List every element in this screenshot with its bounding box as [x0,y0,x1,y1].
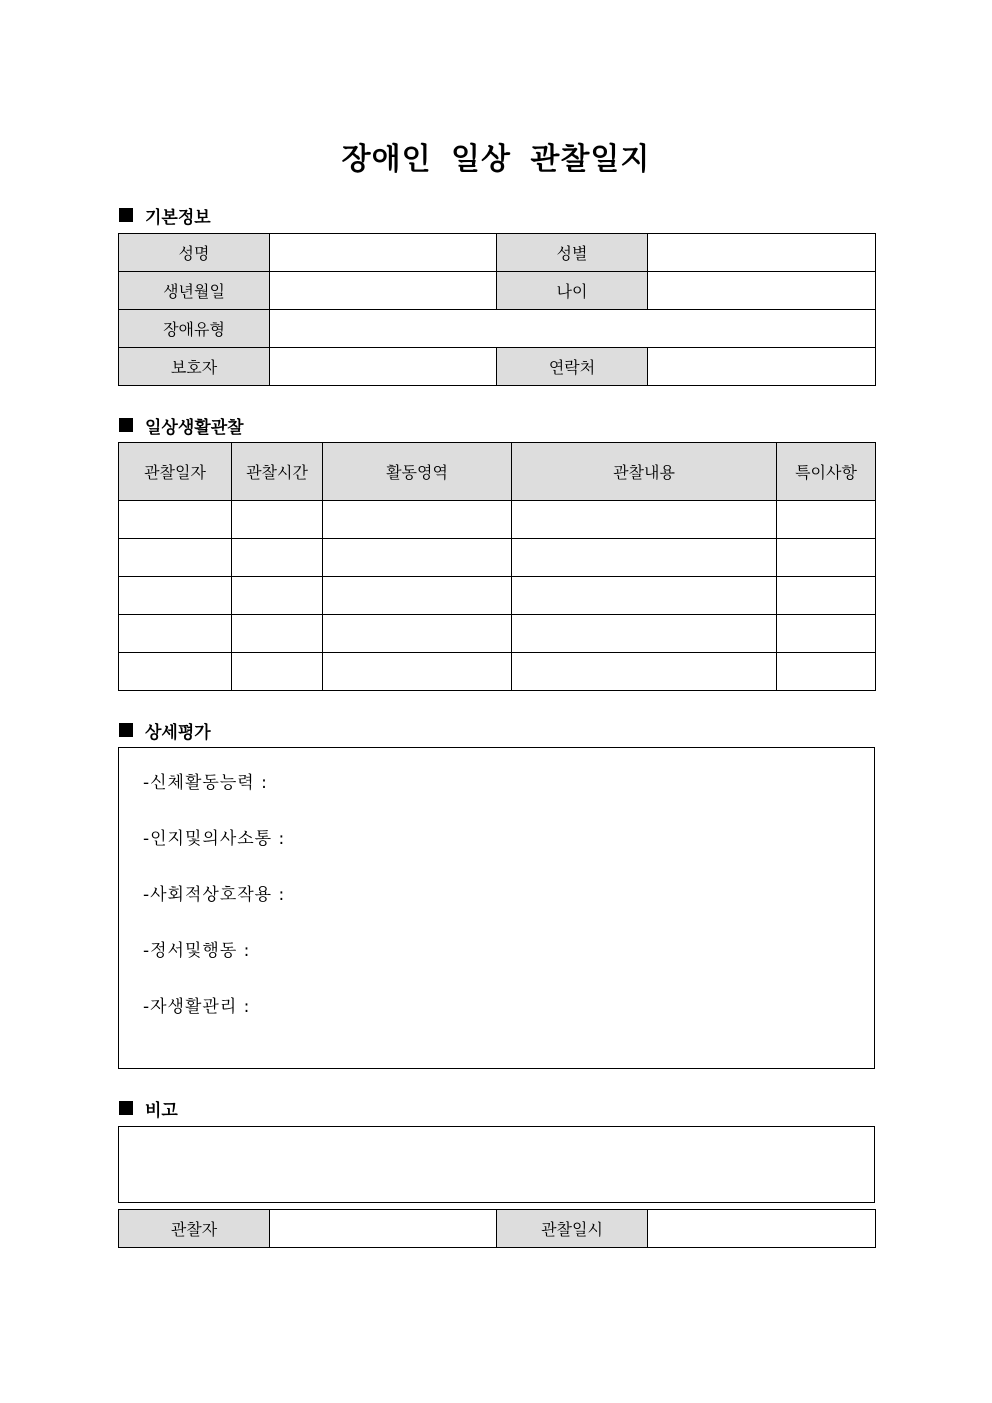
disability-type-label: 장애유형 [119,310,270,348]
birthdate-field[interactable] [270,272,497,310]
table-cell[interactable] [512,615,777,653]
header-observation-time: 관찰시간 [232,443,323,501]
gender-label: 성별 [497,234,648,272]
observer-table [118,1209,876,1248]
table-cell[interactable] [119,615,232,653]
page-title: 장애인 일상 관찰일지 [341,142,651,177]
square-bullet-icon [119,1101,133,1115]
section-heading-daily-label: 일상생활관찰 [145,417,244,438]
table-cell[interactable] [777,539,876,577]
contact-label: 연락처 [497,348,648,386]
table-cell[interactable] [232,615,323,653]
disability-type-field[interactable] [270,310,876,348]
header-activity-area: 활동영역 [323,443,512,501]
table-cell[interactable] [232,577,323,615]
table-row [119,653,876,691]
square-bullet-icon [119,723,133,737]
table-cell[interactable] [512,539,777,577]
table-cell[interactable] [777,501,876,539]
square-bullet-icon [119,208,133,222]
eval-physical-activity: -신체활동능력 : [143,773,268,793]
table-cell[interactable] [777,577,876,615]
basic-info-table [118,233,876,386]
table-row [119,539,876,577]
daily-observation-table [118,442,876,691]
table-cell[interactable] [777,653,876,691]
table-cell[interactable] [232,653,323,691]
table-cell[interactable] [119,539,232,577]
table-row [119,577,876,615]
table-cell[interactable] [512,653,777,691]
contact-field[interactable] [648,348,876,386]
section-heading-detail-label: 상세평가 [145,722,211,743]
birthdate-label: 생년월일 [119,272,270,310]
table-cell[interactable] [232,501,323,539]
eval-cognition-communication: -인지및의사소통 : [143,829,286,849]
observed-at-label: 관찰일시 [497,1210,648,1248]
age-label: 나이 [497,272,648,310]
guardian-field[interactable] [270,348,497,386]
table-cell[interactable] [119,577,232,615]
table-cell[interactable] [512,577,777,615]
section-heading-basic [119,203,211,227]
table-cell[interactable] [119,653,232,691]
name-field[interactable] [270,234,497,272]
table-cell[interactable] [323,653,512,691]
detail-evaluation-box[interactable] [118,747,875,1069]
guardian-label: 보호자 [119,348,270,386]
age-field[interactable] [648,272,876,310]
eval-social-interaction: -사회적상호작용 : [143,885,286,905]
name-label: 성명 [119,234,270,272]
header-observation-content: 관찰내용 [512,443,777,501]
remarks-box[interactable] [118,1126,875,1203]
section-heading-daily [119,413,244,437]
square-bullet-icon [119,418,133,432]
eval-self-care: -자생활관리 : [143,997,251,1017]
section-heading-basic-label: 기본정보 [145,207,211,228]
section-heading-remarks [119,1096,178,1120]
table-cell[interactable] [323,615,512,653]
table-cell[interactable] [323,577,512,615]
eval-emotion-behavior: -정서및행동 : [143,941,251,961]
section-heading-remarks-label: 비고 [145,1100,178,1121]
observer-field[interactable] [270,1210,497,1248]
header-special-notes: 특이사항 [777,443,876,501]
table-cell[interactable] [323,539,512,577]
observer-label: 관찰자 [119,1210,270,1248]
section-heading-detail [119,718,211,742]
table-cell[interactable] [323,501,512,539]
table-cell[interactable] [232,539,323,577]
header-observation-date: 관찰일자 [119,443,232,501]
observed-at-field[interactable] [648,1210,876,1248]
table-cell[interactable] [777,615,876,653]
table-row [119,501,876,539]
table-row [119,615,876,653]
table-cell[interactable] [119,501,232,539]
gender-field[interactable] [648,234,876,272]
table-cell[interactable] [512,501,777,539]
